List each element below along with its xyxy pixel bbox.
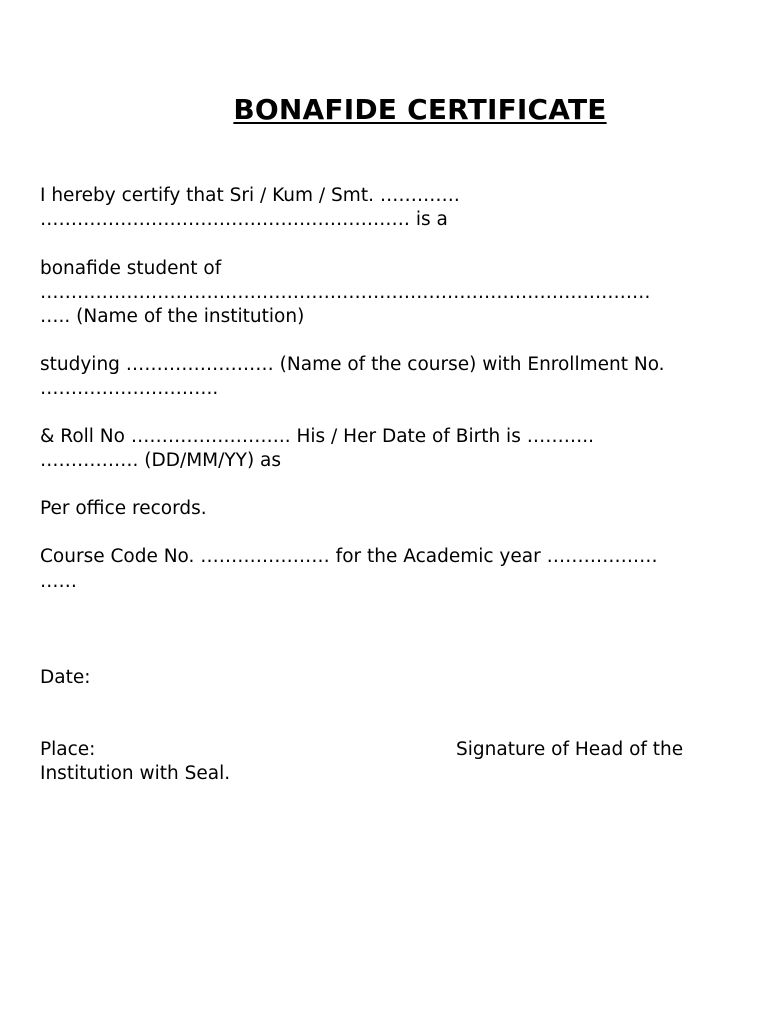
date-label: Date: (40, 667, 91, 688)
institution-name-line: ….. (Name of the institution) (40, 306, 305, 327)
certify-name-line: I hereby certify that Sri / Kum / Smt. …………. (40, 185, 460, 206)
dob-format-line: ……………. (DD/MM/YY) as (40, 450, 282, 471)
roll-dob-line: & Roll No …………………….. His / Her Date of Birth is ……….. (40, 426, 594, 447)
signature-label: Signature of Head of the (456, 739, 684, 760)
institution-blank-line: ……………………………………………………………………………………… (40, 282, 651, 303)
course-code-line: Course Code No. ………………… for the Academic year ……………… (40, 546, 658, 567)
office-records-line: Per office records. (40, 498, 207, 519)
certificate-title: BONAFIDE CERTIFICATE (233, 93, 607, 126)
bonafide-student-line: bonafide student of (40, 258, 222, 279)
place-label: Place: (40, 739, 96, 760)
enrollment-blank-line: ……………………….. (40, 378, 219, 399)
course-enrollment-line: studying …………………… (Name of the course) with Enrollment No. (40, 354, 665, 375)
institution-seal-label: Institution with Seal. (40, 763, 231, 784)
certify-name-continuation: …………………………………………………… is a (40, 209, 448, 230)
academic-year-continuation: …… (40, 571, 77, 592)
